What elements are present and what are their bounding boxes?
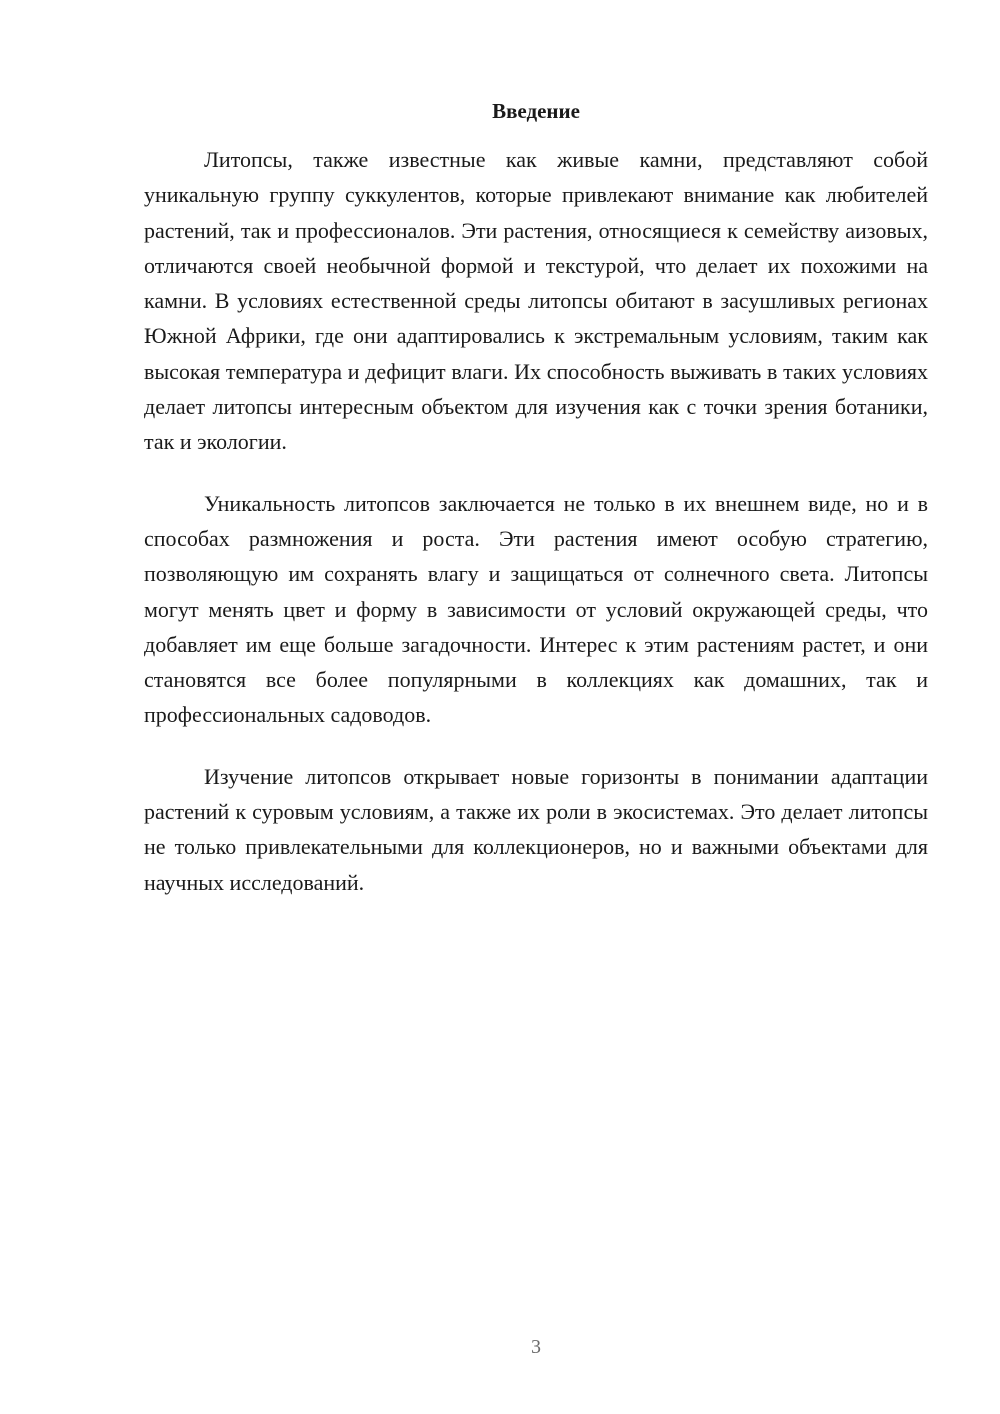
- page-number: 3: [531, 1336, 541, 1358]
- paragraph-2: Уникальность литопсов заключается не только в их внешнем виде, но и в способах размножения и роста. Эти растения имеют особую стратегию, позволяющую им сохранять влагу и защищаться от солнечного света. Литопсы могут менять цвет и форму в зависимости от условий окружающей среды, что добавляет им еще больше загадочности. Интерес к этим растениям растет, и они становятся все более популярными в коллекциях как домашних, так и профессиональных садоводов.: [144, 490, 928, 728]
- paragraph-1: Литопсы, также известные как живые камни, представляют собой уникальную группу суккулентов, которые привлекают внимание как любителей растений, так и профессионалов. Эти растения, относящиеся к семейству аизовых, отличаются своей необычной формой и текстурой, что делает их похожими на камни. В условиях естественной среды литопсы обитают в засушливых регионах Южной Африки, где они адаптировались к экстремальным условиям, таким как высокая температура и дефицит влаги. Их способность выживать в таких условиях делает литопсы интересным объектом для изучения как с точки зрения ботаники, так и экологии.: [144, 147, 928, 455]
- body-text: [144, 142, 928, 926]
- page-title: Введение: [492, 99, 580, 123]
- paragraph-3: Изучение литопсов открывает новые горизонты в понимании адаптации растений к суровым условиям, а также их роли в экосистемах. Это делает литопсы не только привлекательными для коллекционеров, но и важными объектами для научных исследований.: [144, 763, 928, 895]
